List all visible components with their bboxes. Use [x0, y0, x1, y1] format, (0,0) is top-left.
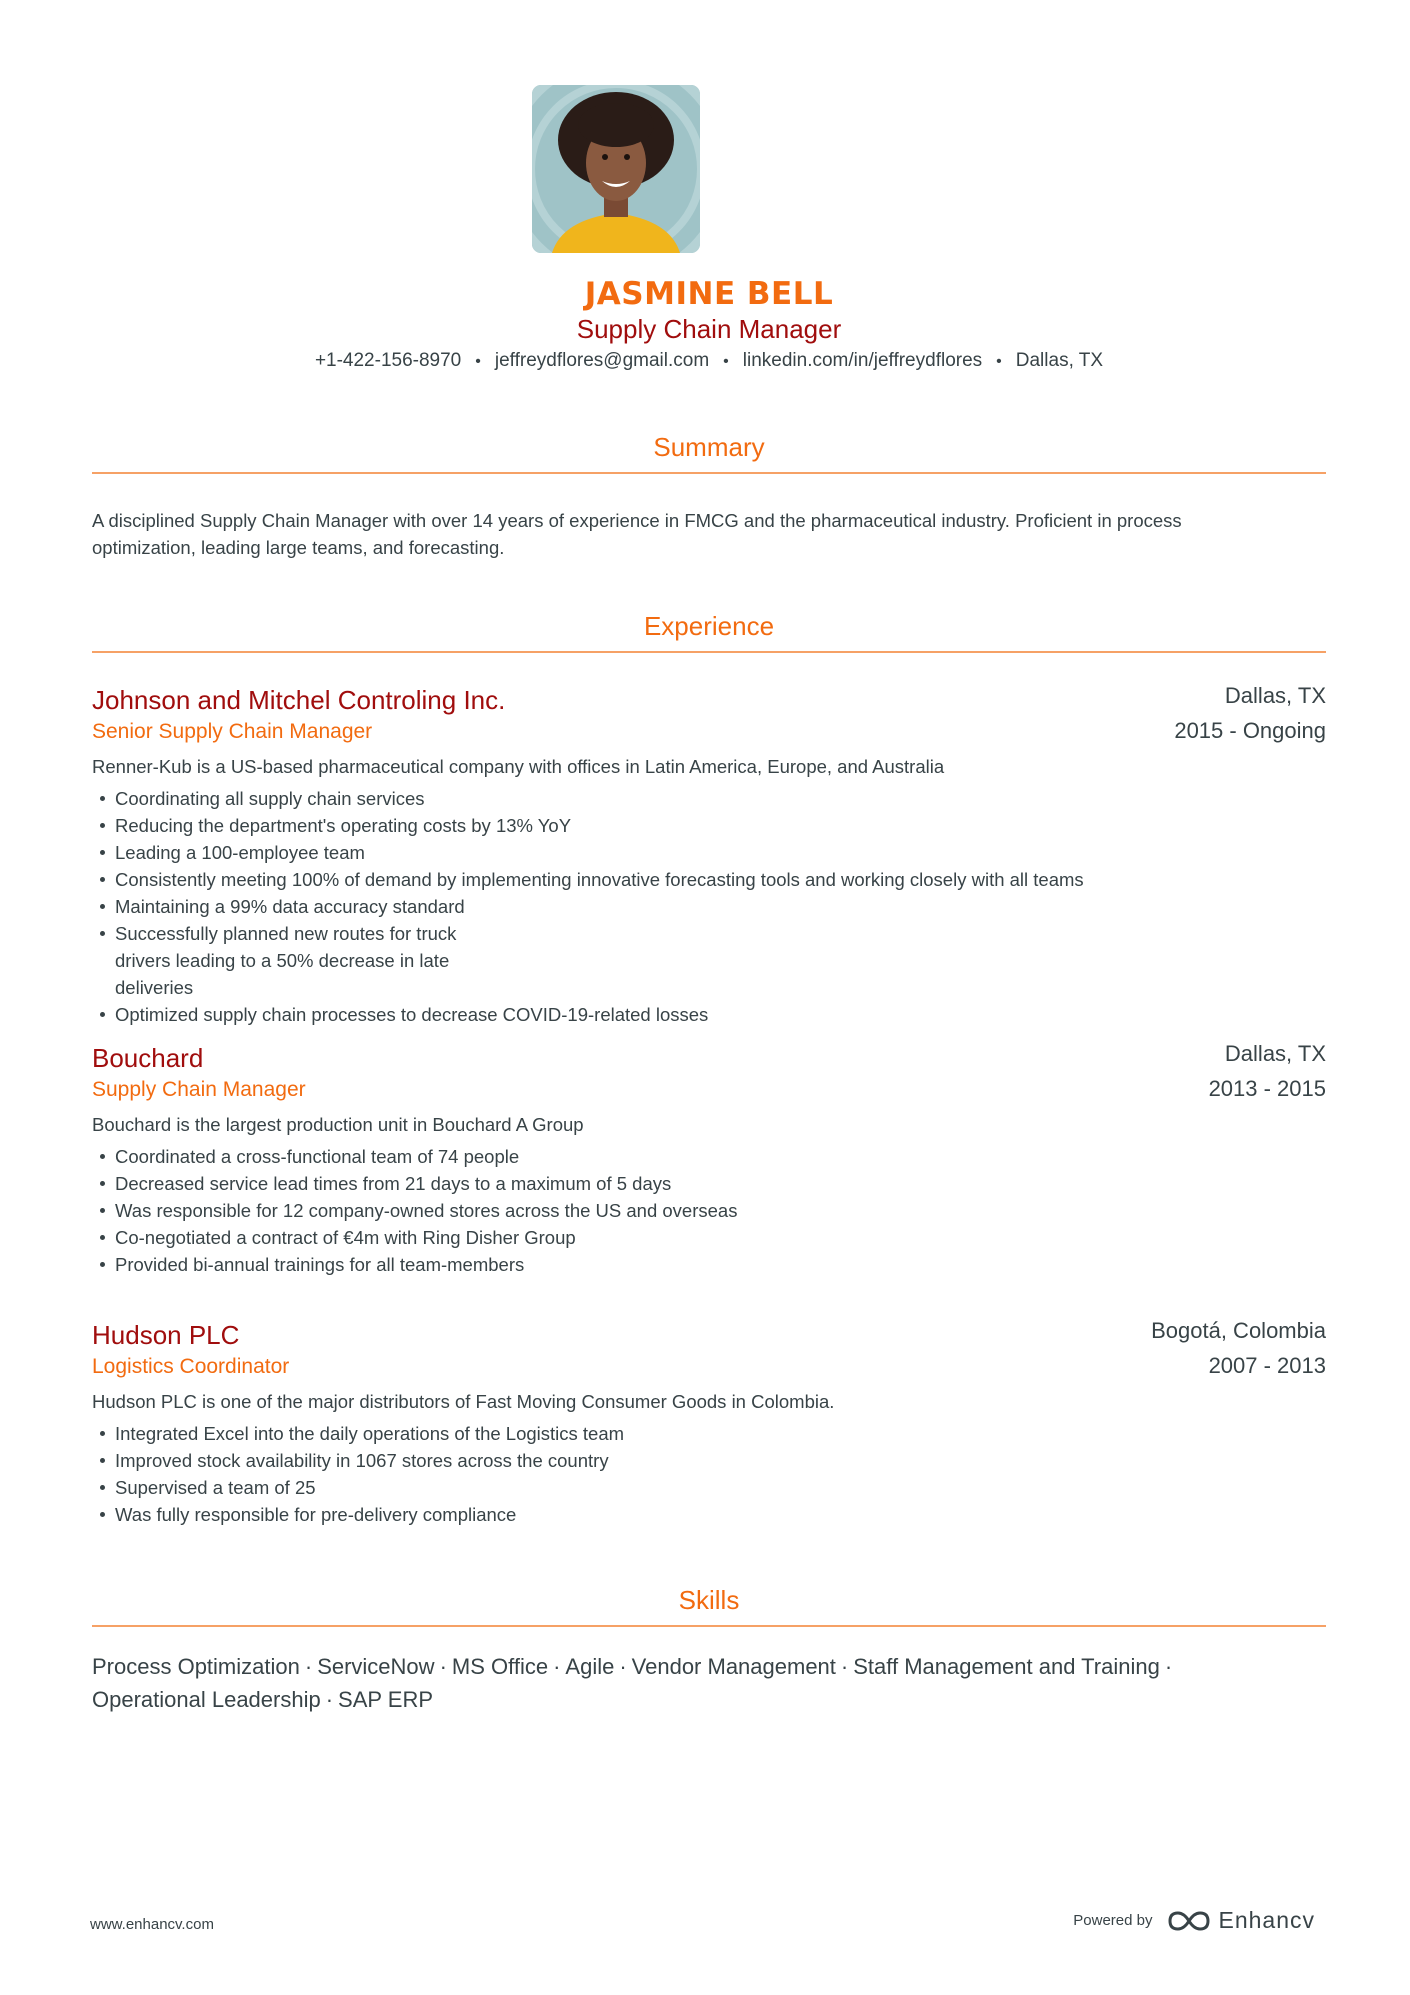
list-item: Integrated Excel into the daily operations of the Logistics team — [92, 1420, 1326, 1447]
skill-item: MS Office — [451, 1654, 549, 1679]
skill-separator: · — [304, 1654, 313, 1679]
phone: +1-422-156-8970 — [314, 350, 462, 371]
powered-by-label: Powered by — [1073, 1912, 1153, 1929]
job-title: Logistics Coordinator — [92, 1355, 290, 1378]
skills-list — [92, 1650, 1326, 1716]
job-bullets — [92, 1420, 1326, 1528]
skill-separator: · — [840, 1654, 849, 1679]
job-location: Dallas, TX — [1224, 683, 1326, 708]
skill-item: Staff Management and Training — [853, 1654, 1160, 1679]
skill-item: Agile — [565, 1654, 615, 1679]
contact-separator: • — [996, 353, 1002, 370]
company-description: Bouchard is the largest production unit in Bouchard A Group — [92, 1114, 584, 1135]
section-divider — [92, 472, 1326, 474]
summary-line: optimization, leading large teams, and forecasting. — [92, 537, 505, 558]
contact-separator: • — [723, 353, 729, 370]
footer-branding — [1073, 1907, 1315, 1934]
company-name: Johnson and Mitchel Controling Inc. — [92, 685, 506, 715]
company-name: Bouchard — [92, 1043, 204, 1073]
job-title: Supply Chain Manager — [92, 1078, 306, 1101]
location: Dallas, TX — [1015, 350, 1104, 371]
list-item: Coordinated a cross-functional team of 74 people — [92, 1143, 1326, 1170]
candidate-role: Supply Chain Manager — [576, 314, 842, 344]
list-item: Provided bi-annual trainings for all team-members — [92, 1251, 1326, 1278]
company-description: Renner-Kub is a US-based pharmaceutical company with offices in Latin America, Europe, and Australia — [92, 756, 945, 777]
job-bullets — [92, 1143, 1326, 1278]
skill-item: SAP ERP — [338, 1687, 434, 1712]
list-item: Co-negotiated a contract of €4m with Ring Disher Group — [92, 1224, 1326, 1251]
section-divider — [92, 651, 1326, 653]
job-dates: 2007 - 2013 — [1208, 1353, 1326, 1378]
list-item: Was responsible for 12 company-owned stores across the US and overseas — [92, 1197, 1326, 1224]
skill-item: ServiceNow — [317, 1654, 435, 1679]
skill-separator: · — [1164, 1654, 1173, 1679]
linkedin[interactable]: linkedin.com/in/jeffreydflores — [742, 350, 983, 371]
skill-item: Process Optimization — [92, 1654, 300, 1679]
section-divider — [92, 1625, 1326, 1627]
job-location: Bogotá, Colombia — [1151, 1318, 1326, 1343]
skill-item: Operational Leadership — [92, 1687, 321, 1712]
contact-line — [92, 350, 1326, 372]
list-item: Maintaining a 99% data accuracy standard — [92, 893, 1326, 920]
skill-separator: · — [619, 1654, 627, 1679]
list-item: Was fully responsible for pre-delivery compliance — [92, 1501, 1326, 1528]
summary-heading: Summary — [653, 432, 765, 462]
job-title: Senior Supply Chain Manager — [92, 720, 373, 743]
summary-line: A disciplined Supply Chain Manager with over 14 years of experience in FMCG and the pharmaceutical industry. Proficient in process — [92, 510, 1182, 531]
footer-website[interactable]: www.enhancv.com — [90, 1916, 214, 1933]
skill-separator: · — [325, 1687, 334, 1712]
profile-photo — [532, 85, 700, 253]
brand-logo[interactable] — [1166, 1907, 1315, 1934]
experience-heading: Experience — [643, 611, 775, 641]
skill-item: Vendor Management — [631, 1654, 836, 1679]
skills-heading: Skills — [678, 1585, 740, 1615]
brand-name: Enhancv — [1218, 1907, 1315, 1933]
candidate-name: JASMINE BELL — [584, 276, 834, 312]
email[interactable]: jeffreydflores@gmail.com — [494, 350, 710, 371]
job-location: Dallas, TX — [1224, 1041, 1326, 1066]
list-item: Consistently meeting 100% of demand by implementing innovative forecasting tools and working closely with all teams — [92, 866, 1326, 893]
job-bullets — [92, 785, 1326, 1028]
list-item: Successfully planned new routes for truck drivers leading to a 50% decrease in late deliveries — [92, 920, 515, 1001]
enhancv-logo-icon — [1166, 1909, 1212, 1933]
job-dates: 2015 - Ongoing — [1174, 718, 1326, 743]
contact-separator: • — [475, 353, 481, 370]
summary-text — [92, 507, 1326, 561]
list-item: Reducing the department's operating costs by 13% YoY — [92, 812, 1326, 839]
list-item: Coordinating all supply chain services — [92, 785, 1326, 812]
list-item: Optimized supply chain processes to decrease COVID-19-related losses — [92, 1001, 1326, 1028]
company-description: Hudson PLC is one of the major distributors of Fast Moving Consumer Goods in Colombia. — [92, 1391, 835, 1412]
list-item: Supervised a team of 25 — [92, 1474, 1326, 1501]
job-dates: 2013 - 2015 — [1208, 1076, 1326, 1101]
skill-separator: · — [553, 1654, 561, 1679]
list-item: Leading a 100-employee team — [92, 839, 1326, 866]
list-item: Decreased service lead times from 21 days to a maximum of 5 days — [92, 1170, 1326, 1197]
skill-separator: · — [439, 1654, 447, 1679]
company-name: Hudson PLC — [92, 1320, 240, 1350]
list-item: Improved stock availability in 1067 stores across the country — [92, 1447, 1326, 1474]
